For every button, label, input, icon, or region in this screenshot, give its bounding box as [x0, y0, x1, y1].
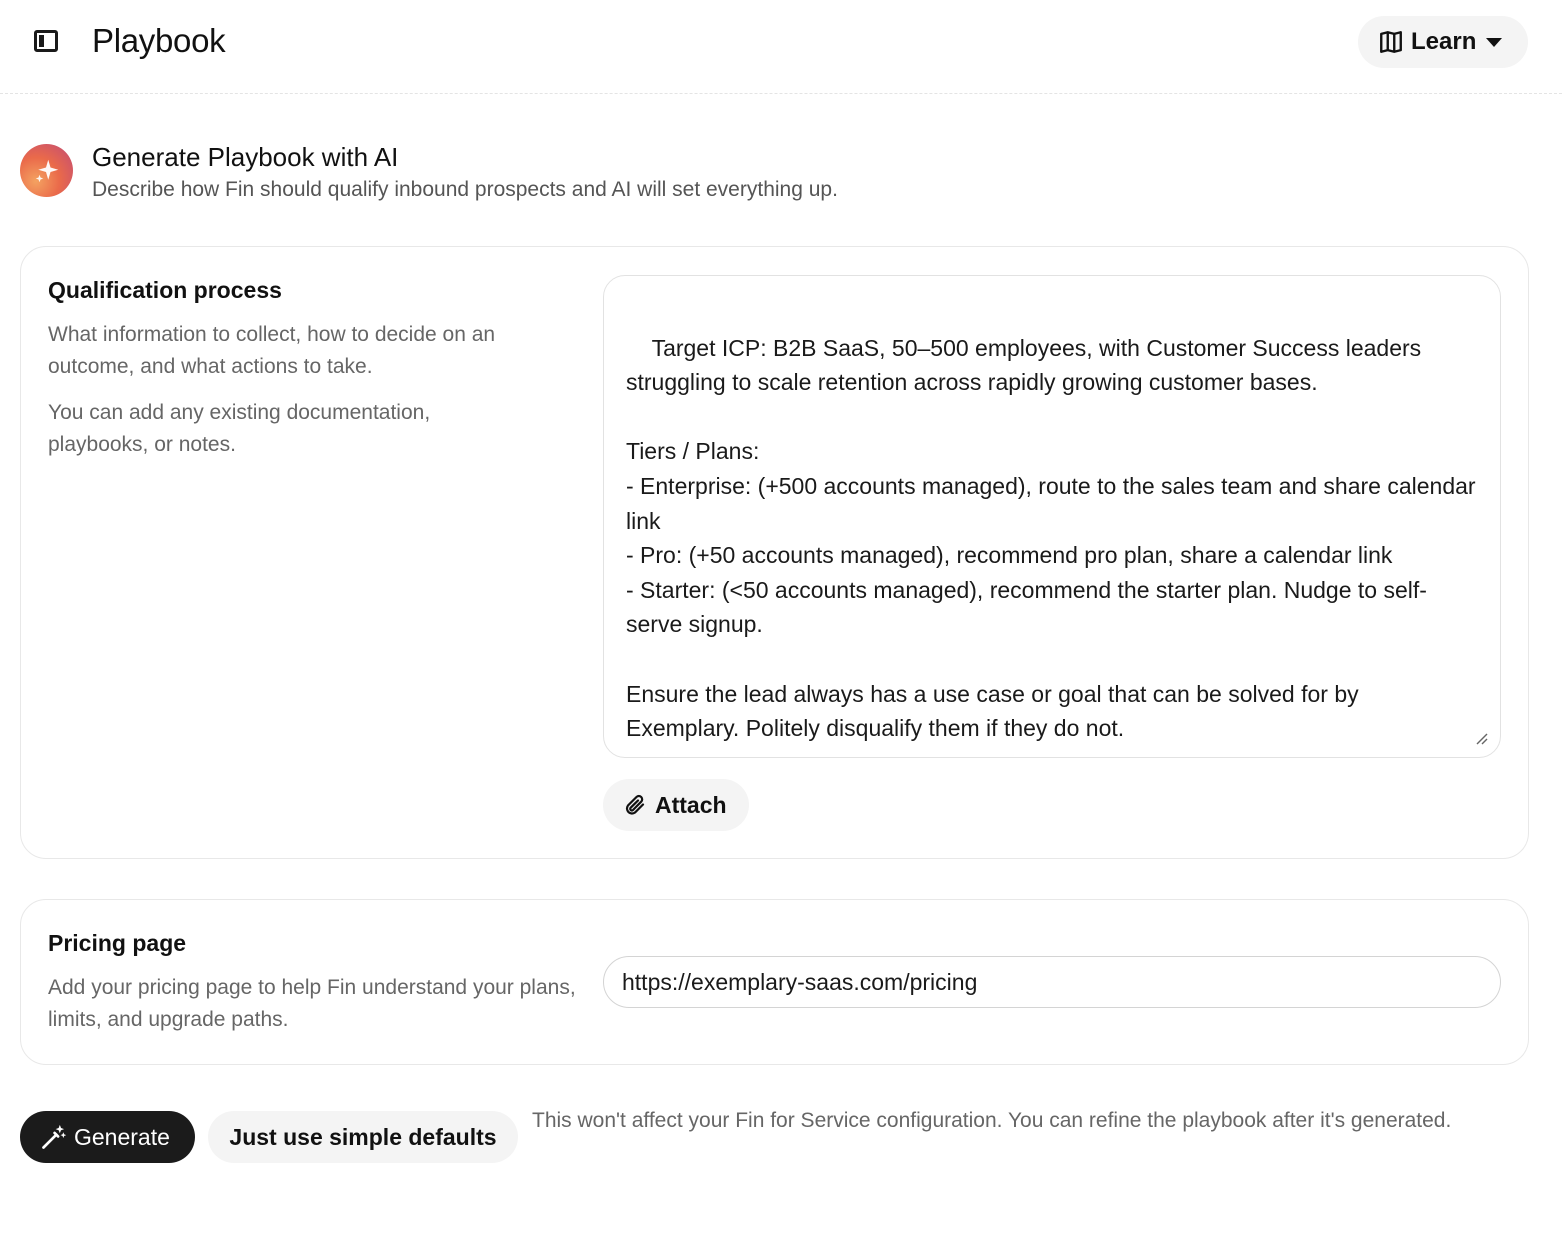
pricing-url-input[interactable]: https://exemplary-saas.com/pricing [603, 956, 1501, 1008]
qualification-desc-docs: You can add any existing documentation, playbooks, or notes. [48, 401, 431, 456]
generate-button[interactable] [20, 1111, 195, 1163]
magic-wand-icon [40, 1123, 68, 1151]
top-bar [0, 0, 1562, 94]
chevron-down-icon [1486, 38, 1502, 47]
ai-intro [20, 142, 1520, 212]
sparkle-icon [20, 144, 73, 197]
resize-handle-icon[interactable] [1474, 731, 1488, 745]
simple-defaults-label: Just use simple defaults [229, 1123, 497, 1150]
paperclip-icon [623, 793, 647, 817]
simple-defaults-button[interactable] [208, 1111, 518, 1163]
footnote-text: This won't affect your Fin for Service configuration. You can refine the playbook after it's generated. [532, 1109, 1452, 1132]
qualification-textarea[interactable] [603, 275, 1501, 758]
sidebar-toggle-icon[interactable] [34, 30, 58, 52]
ai-subtitle: Describe how Fin should qualify inbound prospects and AI will set everything up. [92, 178, 838, 201]
pricing-card [20, 899, 1529, 1065]
qualification-text: Target ICP: B2B SaaS, 50–500 employees, with Customer Success leaders struggling to scale retention across rapidly growing customer bases. Tiers / Plans: - Enterprise: (+500 accounts managed), route to the sales team and share calendar link - Pro: (+50 accounts managed), recommend pro plan, share a calendar link - Starter: (<50 accounts managed), recommend the starter plan. Nudge to self-serve signup. Ensure the lead always has a use case or goal that can be solved for by Exemplary. Politely disqualify them if they do not. [626, 334, 1476, 742]
learn-button[interactable] [1358, 16, 1528, 68]
attach-label: Attach [655, 791, 727, 818]
attach-button[interactable] [603, 779, 749, 831]
pricing-title: Pricing page [48, 930, 187, 956]
book-icon [1378, 29, 1404, 55]
qualification-desc: What information to collect, how to decide on an outcome, and what actions to take. [48, 323, 496, 378]
qualification-card [20, 246, 1529, 859]
generate-label: Generate [74, 1123, 170, 1150]
learn-label: Learn [1411, 28, 1477, 55]
qualification-title: Qualification process [48, 277, 282, 303]
pricing-desc: Add your pricing page to help Fin understand your plans, limits, and upgrade paths. [48, 976, 576, 1031]
page-title: Playbook [92, 22, 226, 59]
ai-title: Generate Playbook with AI [92, 142, 399, 172]
